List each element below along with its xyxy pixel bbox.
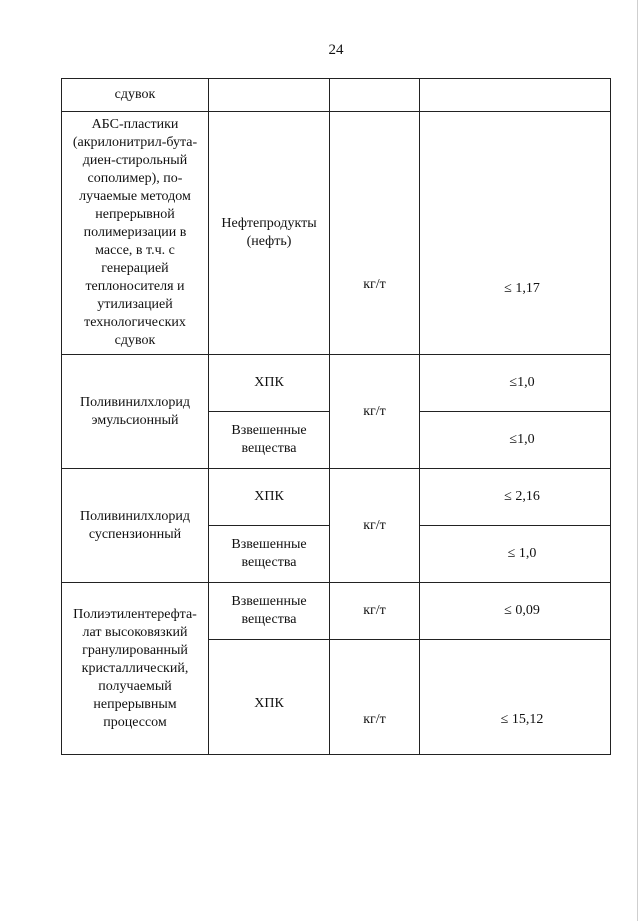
pollutant-cell: Нефтепродукты (нефть) (209, 112, 330, 355)
substance-cell: Поливинилхлорид суспензионный (62, 469, 209, 583)
value-cell: ≤1,0 (420, 412, 611, 469)
table-row (62, 583, 611, 640)
value-cell: ≤ 15,12 (420, 640, 611, 755)
unit-cell: кг/т (330, 112, 420, 355)
table-row (62, 469, 611, 526)
value-cell: ≤ 1,0 (420, 526, 611, 583)
pollutant-cell: Взвешенные вещества (209, 583, 330, 640)
pollutant-cell: ХПК (209, 355, 330, 412)
value-cell (420, 79, 611, 112)
unit-cell: кг/т (330, 355, 420, 469)
pollutant-cell (209, 79, 330, 112)
emission-table (61, 78, 611, 755)
unit-cell (330, 79, 420, 112)
substance-cell: Полиэтилентерефта-лат высоковязкий гранулированный кристаллический, получаемый непрерывным процессом (62, 583, 209, 755)
table-row (62, 355, 611, 412)
scan-edge-line (637, 0, 638, 921)
page-number: 24 (328, 42, 344, 58)
unit-cell: кг/т (330, 469, 420, 583)
pollutant-cell: ХПК (209, 469, 330, 526)
substance-cell: сдувок (62, 79, 209, 112)
value-cell: ≤ 2,16 (420, 469, 611, 526)
substance-cell: АБС-пластики (акрилонитрил-бута-диен-стирольный сополимер), по-лучаемые методом непрерывной полимеризации в массе, в т.ч. с генерацией теплоносителя и утилизацией технологических сдувок (62, 112, 209, 355)
value-cell: ≤1,0 (420, 355, 611, 412)
substance-cell: Поливинилхлорид эмульсионный (62, 355, 209, 469)
value-cell: ≤ 1,17 (420, 112, 611, 355)
table-row (62, 79, 611, 112)
unit-cell: кг/т (330, 583, 420, 640)
pollutant-cell: ХПК (209, 640, 330, 755)
value-cell: ≤ 0,09 (420, 583, 611, 640)
unit-cell: кг/т (330, 640, 420, 755)
table-row (62, 112, 611, 355)
pollutant-cell: Взвешенные вещества (209, 526, 330, 583)
pollutant-cell: Взвешенные вещества (209, 412, 330, 469)
